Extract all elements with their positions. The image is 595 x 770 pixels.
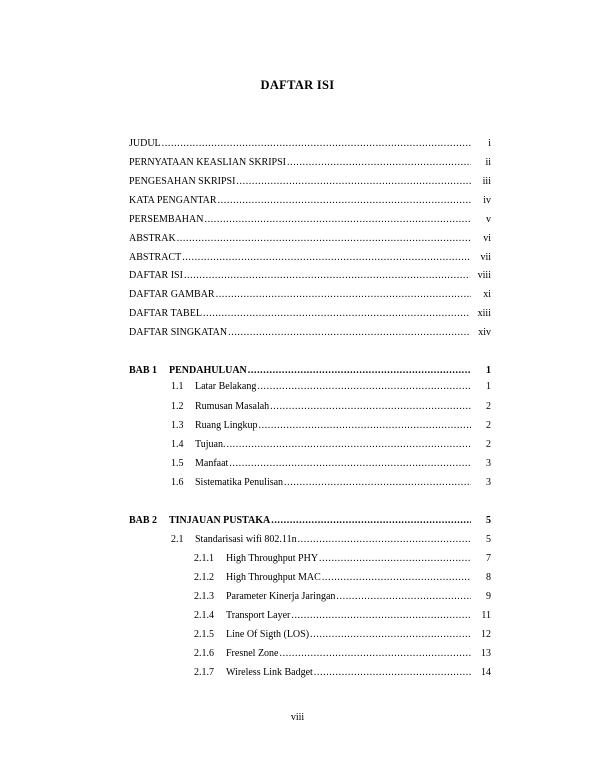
toc-entry-page: vi: [483, 233, 491, 244]
section-number: 2.1: [171, 534, 184, 545]
dot-leader: [310, 628, 471, 642]
section-label: Tujuan.: [195, 439, 226, 450]
toc-entry-label: PENGESAHAN SKRIPSI: [129, 176, 236, 187]
toc-entry-page: iii: [482, 176, 491, 187]
subsection-number: 2.1.4: [194, 610, 214, 621]
section-label: Latar Belakang: [195, 381, 257, 392]
subsection-label: Fresnel Zone: [226, 648, 279, 659]
toc-entry-pengesahan: [129, 175, 491, 189]
section-number: 1.1: [171, 381, 184, 392]
section-number: 1.2: [171, 401, 184, 412]
dot-leader: [259, 419, 472, 433]
dot-leader: [177, 232, 471, 246]
chapter-label: PENDAHULUAN: [169, 365, 247, 376]
toc-entry-label: KATA PENGANTAR: [129, 195, 217, 206]
dot-leader: [287, 156, 471, 170]
subsection-number: 2.1.2: [194, 572, 214, 583]
toc-subsection-2-1-5: [194, 628, 491, 642]
toc-entry-page: xi: [483, 289, 491, 300]
page-title: DAFTAR ISI: [260, 78, 335, 92]
dot-leader: [314, 666, 471, 680]
section-number: 1.4: [171, 439, 184, 450]
dot-leader: [322, 571, 471, 585]
subsection-label: High Throughput MAC: [226, 572, 321, 583]
section-page: 5: [486, 534, 491, 545]
section-page: 3: [486, 458, 491, 469]
subsection-label: Parameter Kinerja Jaringan: [226, 591, 336, 602]
dot-leader: [203, 307, 470, 321]
chapter-label: TINJAUAN PUSTAKA: [169, 515, 271, 526]
toc-entry-page: viii: [477, 270, 491, 281]
dot-leader: [236, 175, 471, 189]
subsection-page: 9: [486, 591, 491, 602]
toc-entry-page: ii: [485, 157, 491, 168]
section-page: 2: [486, 439, 491, 450]
dot-leader: [280, 647, 472, 661]
toc-entry-label: DAFTAR ISI: [129, 270, 183, 281]
toc-section-1-6: [171, 476, 491, 490]
toc-entry-judul: [129, 137, 491, 151]
dot-leader: [319, 552, 471, 566]
subsection-number: 2.1.6: [194, 648, 214, 659]
toc-entry-page: xiii: [477, 308, 491, 319]
subsection-page: 7: [486, 553, 491, 564]
section-label: Manfaat: [195, 458, 229, 469]
dot-leader: [228, 326, 470, 340]
toc-section-2-1: [171, 533, 491, 547]
page-number: viii: [290, 712, 305, 723]
dot-leader: [216, 288, 471, 302]
dot-leader: [298, 533, 471, 547]
toc-section-1-2: [171, 400, 491, 414]
toc-subsection-2-1-1: [194, 552, 491, 566]
toc-section-1-5: [171, 457, 491, 471]
dot-leader: [248, 364, 471, 378]
dot-leader: [229, 457, 471, 471]
subsection-label: Transport Layer: [226, 610, 291, 621]
subsection-page: 11: [481, 610, 491, 621]
toc-entry-label: DAFTAR TABEL: [129, 308, 202, 319]
subsection-number: 2.1.1: [194, 553, 214, 564]
toc-entry-kata-pengantar: [129, 194, 491, 208]
toc-section-1-1: [171, 380, 491, 394]
subsection-label: High Throughput PHY: [226, 553, 319, 564]
dot-leader: [218, 194, 471, 208]
dot-leader: [270, 400, 471, 414]
toc-chapter-bab2: [129, 514, 491, 528]
toc-entry-abstrak: [129, 232, 491, 246]
toc-entry-page: xiv: [478, 327, 491, 338]
subsection-label: Wireless Link Badget: [226, 667, 313, 678]
toc-subsection-2-1-3: [194, 590, 491, 604]
section-label: Ruang Lingkup: [195, 420, 258, 431]
dot-leader: [336, 590, 471, 604]
subsection-page: 8: [486, 572, 491, 583]
chapter-page: 5: [486, 515, 491, 526]
toc-entry-label: ABSTRAK: [129, 233, 176, 244]
toc-entry-page: vii: [480, 252, 491, 263]
dot-leader: [226, 438, 471, 452]
toc-chapter-bab1: [129, 364, 491, 378]
subsection-number: 2.1.7: [194, 667, 214, 678]
toc-section-1-3: [171, 419, 491, 433]
toc-entry-persembahan: [129, 213, 491, 227]
dot-leader: [184, 269, 470, 283]
dot-leader: [204, 213, 471, 227]
subsection-page: 12: [481, 629, 491, 640]
toc-subsection-2-1-2: [194, 571, 491, 585]
toc-entry-page: iv: [483, 195, 491, 206]
toc-entry-page: v: [486, 214, 491, 225]
section-label: Standarisasi wifi 802.11n: [195, 534, 297, 545]
subsection-number: 2.1.3: [194, 591, 214, 602]
chapter-page: 1: [486, 365, 491, 376]
dot-leader: [271, 514, 471, 528]
section-label: Rumusan Masalah: [195, 401, 270, 412]
section-page: 3: [486, 477, 491, 488]
toc-subsection-2-1-6: [194, 647, 491, 661]
dot-leader: [257, 380, 471, 394]
section-number: 1.3: [171, 420, 184, 431]
toc-entry-daftar-gambar: [129, 288, 491, 302]
subsection-number: 2.1.5: [194, 629, 214, 640]
section-page: 2: [486, 420, 491, 431]
section-number: 1.5: [171, 458, 184, 469]
section-page: 1: [486, 381, 491, 392]
toc-section-1-4: [171, 438, 491, 452]
toc-subsection-2-1-7: [194, 666, 491, 680]
chapter-number: BAB 2: [129, 515, 158, 526]
subsection-page: 14: [481, 667, 491, 678]
toc-entry-pernyataan: [129, 156, 491, 170]
toc-entry-label: ABSTRACT: [129, 252, 182, 263]
toc-entry-label: JUDUL: [129, 138, 161, 149]
toc-entry-label: DAFTAR GAMBAR: [129, 289, 215, 300]
section-number: 1.6: [171, 477, 184, 488]
subsection-page: 13: [481, 648, 491, 659]
section-page: 2: [486, 401, 491, 412]
toc-entry-page: i: [488, 138, 491, 149]
chapter-number: BAB 1: [129, 365, 158, 376]
toc-entry-label: DAFTAR SINGKATAN: [129, 327, 228, 338]
dot-leader: [162, 137, 471, 151]
toc-entry-daftar-isi: [129, 269, 491, 283]
dot-leader: [284, 476, 471, 490]
dot-leader: [182, 251, 471, 265]
toc-entry-abstract: [129, 251, 491, 265]
section-label: Sistematika Penulisan: [195, 477, 284, 488]
toc-entry-daftar-tabel: [129, 307, 491, 321]
toc-entry-label: PERSEMBAHAN: [129, 214, 204, 225]
toc-entry-daftar-singkatan: [129, 326, 491, 340]
dot-leader: [291, 609, 471, 623]
toc-entry-label: PERNYATAAN KEASLIAN SKRIPSI: [129, 157, 286, 168]
toc-subsection-2-1-4: [194, 609, 491, 623]
subsection-label: Line Of Sigth (LOS): [226, 629, 310, 640]
